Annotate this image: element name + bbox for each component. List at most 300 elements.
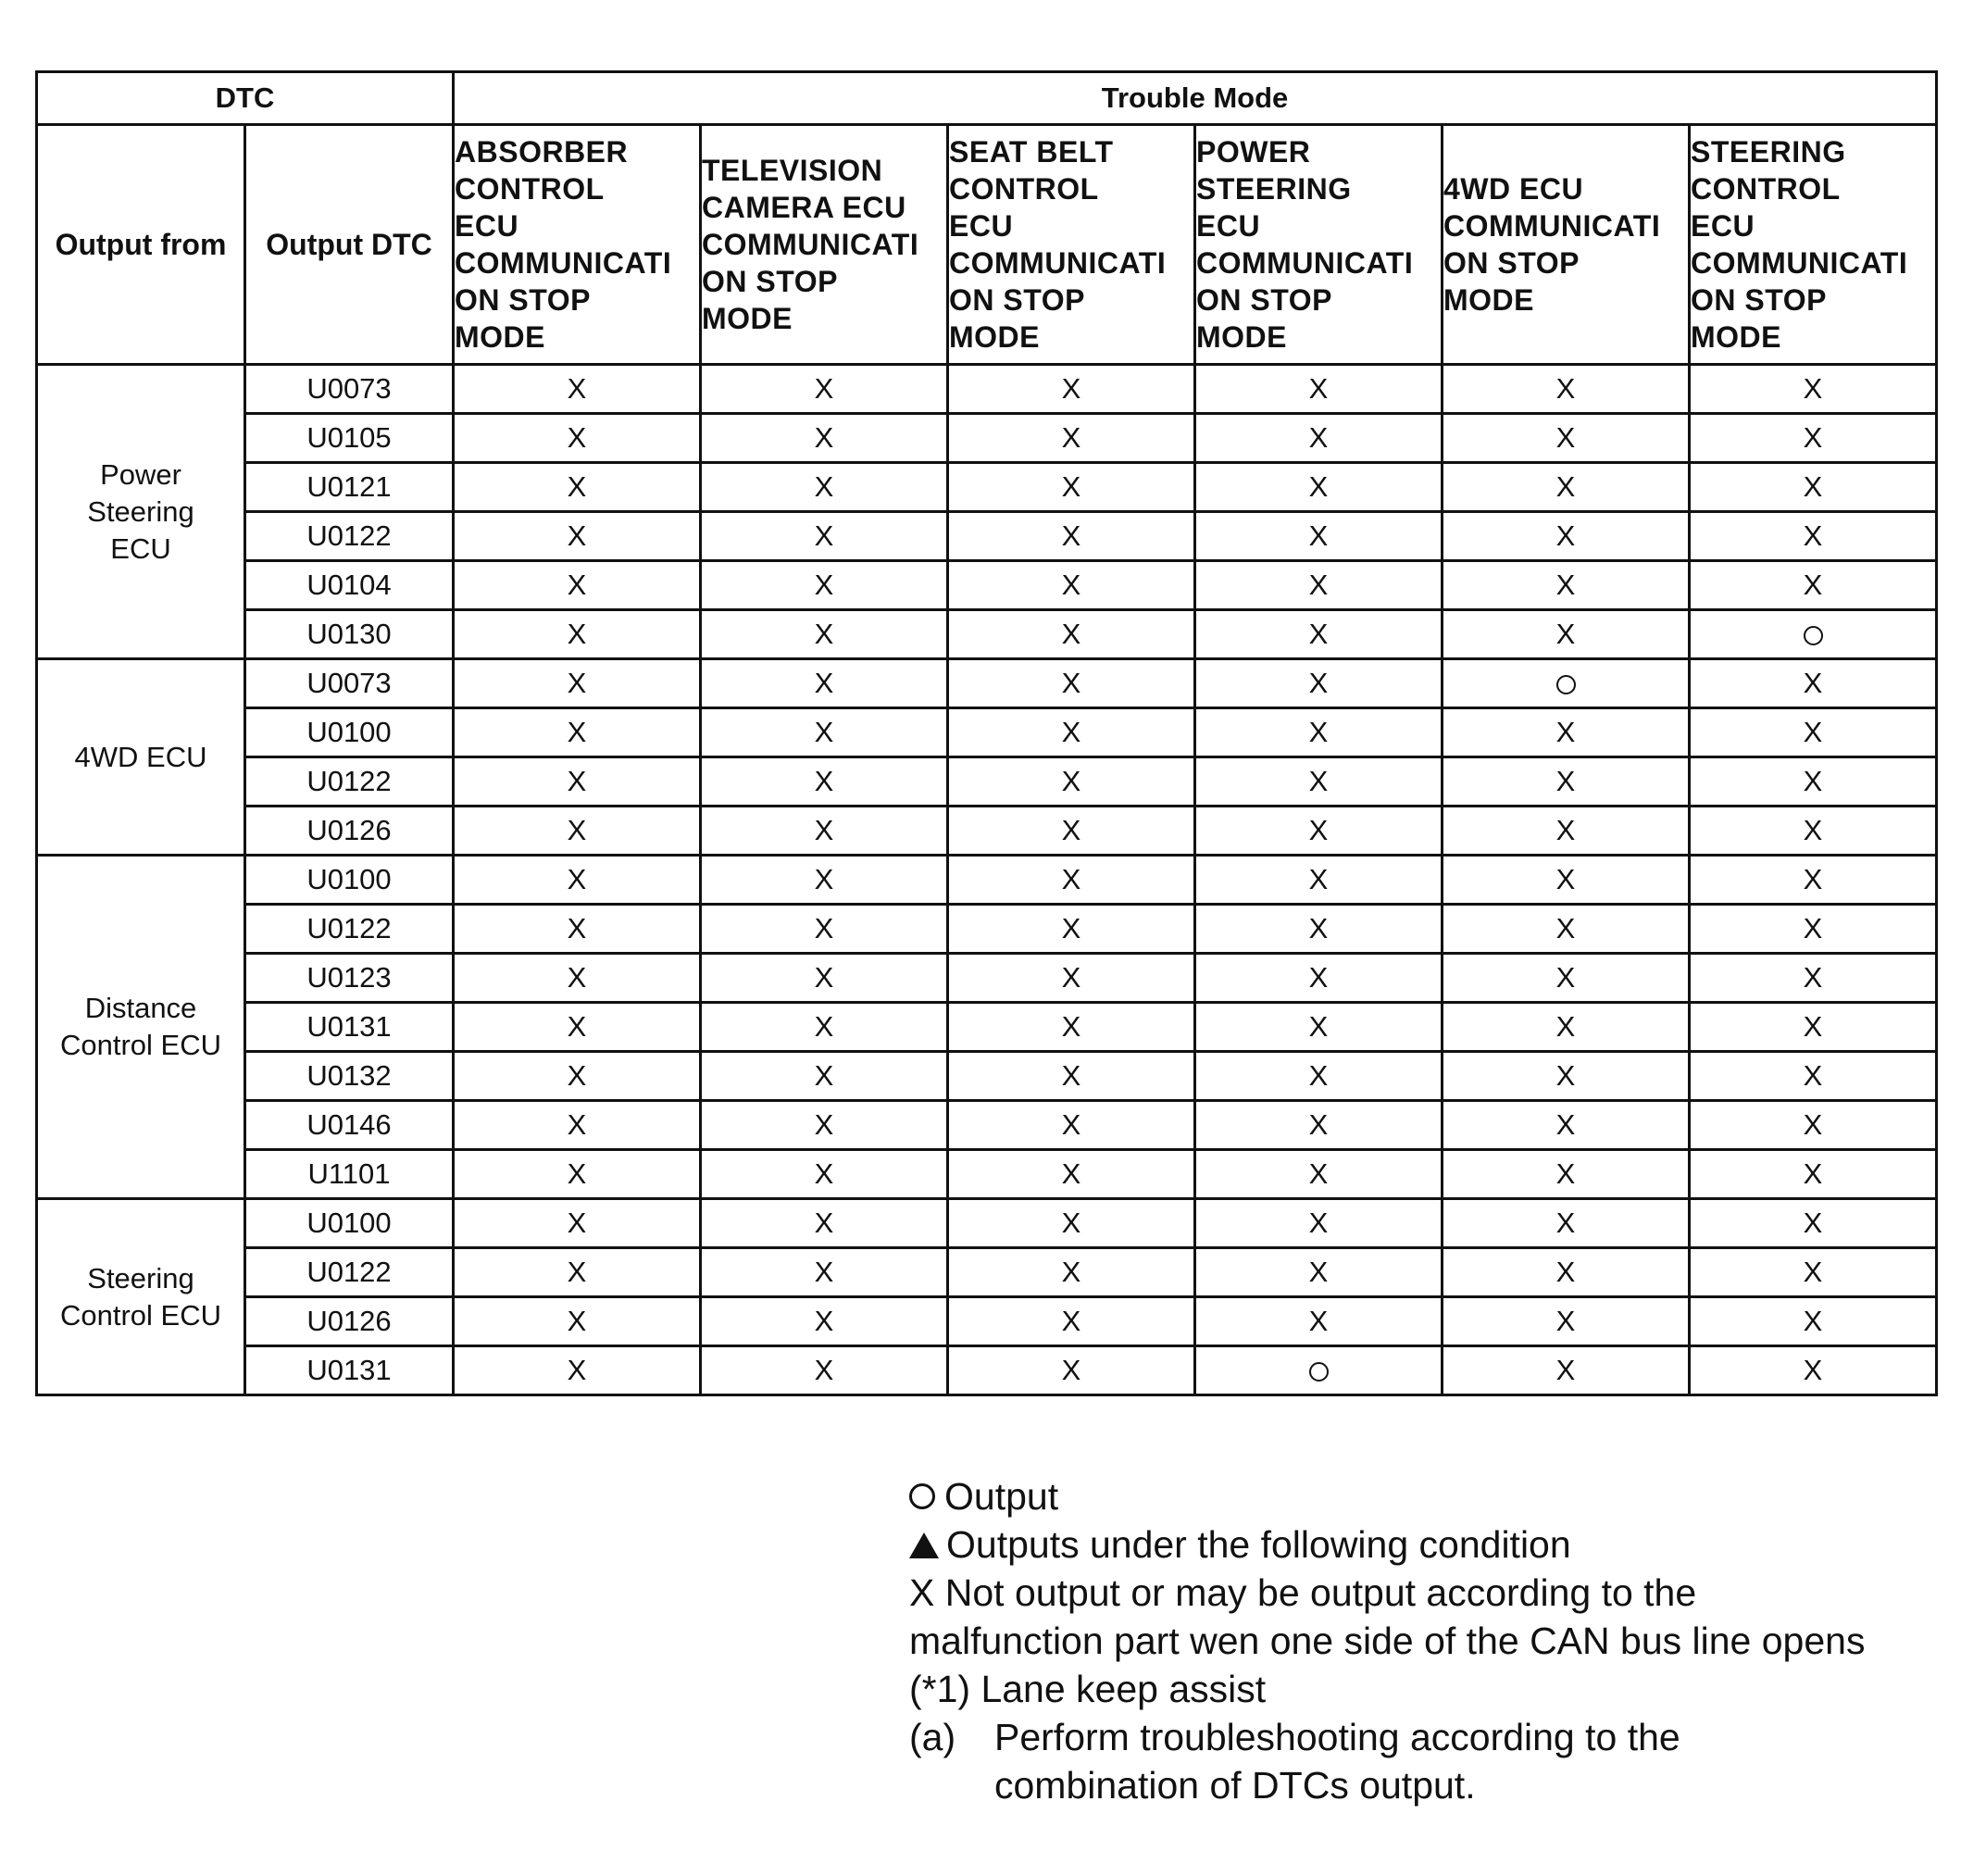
legend-footnote: (*1) Lane keep assist — [909, 1668, 1267, 1710]
mode-result-cell — [1690, 1346, 1937, 1395]
mode-result-cell — [1690, 512, 1937, 561]
mode-result-cell — [454, 561, 701, 610]
output-dtc-cell: U0100 — [245, 856, 454, 905]
mode-result-cell — [454, 1003, 701, 1052]
output-dtc-cell: U0122 — [245, 757, 454, 807]
mode-result-cell — [1443, 659, 1690, 708]
mode-result-cell — [1195, 659, 1443, 708]
not-output-mark: X — [1555, 372, 1576, 405]
table-row — [37, 561, 1937, 610]
mode-result-cell — [1690, 1150, 1937, 1199]
not-output-mark: X — [1061, 1207, 1081, 1239]
legend-not-output-line2: malfunction part wen one side of the CAN bus line opens — [909, 1620, 1866, 1662]
mode-result-cell — [1443, 1248, 1690, 1297]
not-output-mark: X — [814, 470, 834, 503]
mode-header-line: MODE — [455, 320, 545, 354]
not-output-mark: X — [567, 618, 587, 650]
table-row — [37, 708, 1937, 757]
mode-result-cell — [1443, 856, 1690, 905]
table-row — [37, 757, 1937, 807]
mode-header-line: CONTROL — [1691, 172, 1841, 206]
mode-result-cell — [948, 807, 1195, 856]
not-output-mark: X — [814, 814, 834, 846]
table-row — [37, 1248, 1937, 1297]
not-output-mark: X — [1555, 1010, 1576, 1043]
not-output-mark: X — [567, 519, 587, 552]
not-output-mark: X — [1308, 961, 1329, 994]
mode-result-cell — [701, 708, 948, 757]
mode-result-cell — [1195, 414, 1443, 463]
not-output-mark: X — [1803, 1108, 1823, 1141]
triangle-icon — [909, 1532, 939, 1558]
not-output-mark: X — [1061, 667, 1081, 699]
mode-result-cell — [454, 463, 701, 512]
not-output-mark: X — [1555, 421, 1576, 454]
mode-header-line: ECU — [1691, 209, 1755, 243]
step-text-line1: Perform troubleshooting according to the — [994, 1716, 1680, 1758]
mode-result-cell — [454, 365, 701, 414]
not-output-mark: X — [1308, 569, 1329, 601]
mode-result-cell — [1690, 708, 1937, 757]
mode-header-line: ECU — [455, 209, 519, 243]
output-circle-icon — [1309, 1362, 1329, 1382]
not-output-mark: X — [1555, 1207, 1576, 1239]
table-row — [37, 1346, 1937, 1395]
mode-result-cell — [948, 1150, 1195, 1199]
mode-result-cell — [948, 1003, 1195, 1052]
mode-result-cell — [454, 414, 701, 463]
mode-header-line: POWER — [1196, 135, 1311, 169]
not-output-mark: X — [1803, 814, 1823, 846]
not-output-mark: X — [567, 912, 587, 944]
not-output-mark: X — [567, 1354, 587, 1386]
not-output-mark: X — [1061, 1059, 1081, 1092]
not-output-mark: X — [814, 1059, 834, 1092]
mode-result-cell — [948, 1101, 1195, 1150]
mode-result-cell — [701, 954, 948, 1003]
not-output-mark: X — [1061, 1108, 1081, 1141]
not-output-mark: X — [814, 1010, 834, 1043]
dtc-header: DTC — [37, 72, 454, 125]
mode-result-cell — [1443, 1101, 1690, 1150]
table-row — [37, 1199, 1937, 1248]
mode-header-line: STEERING — [1196, 172, 1352, 206]
not-output-mark: X — [814, 667, 834, 699]
output-dtc-header: Output DTC — [245, 125, 454, 365]
mode-header-line: MODE — [1196, 320, 1287, 354]
mode-result-cell — [1443, 414, 1690, 463]
mode-result-cell — [1443, 1150, 1690, 1199]
mode-result-cell — [1195, 1248, 1443, 1297]
not-output-mark: X — [1555, 961, 1576, 994]
not-output-mark: X — [1308, 470, 1329, 503]
mode-result-cell — [701, 1101, 948, 1150]
output-dtc-cell: U1101 — [245, 1150, 454, 1199]
table-row — [37, 905, 1937, 954]
mode-result-cell — [948, 1346, 1195, 1395]
table-row — [37, 610, 1937, 659]
mode-result-cell — [1195, 905, 1443, 954]
not-output-mark: X — [814, 863, 834, 895]
mode-result-cell — [1443, 954, 1690, 1003]
not-output-mark: X — [1803, 765, 1823, 797]
not-output-mark: X — [1308, 519, 1329, 552]
output-from-header: Output from — [37, 125, 245, 365]
not-output-mark: X — [814, 1305, 834, 1337]
mode-result-cell — [701, 1297, 948, 1346]
mode-header-line: ABSORBER — [455, 135, 629, 169]
not-output-mark: X — [1061, 569, 1081, 601]
not-output-mark: X — [567, 814, 587, 846]
not-output-mark: X — [1555, 863, 1576, 895]
output-from-line: Power — [100, 457, 181, 491]
not-output-mark: X — [1308, 618, 1329, 650]
mode-header-line: ECU — [1196, 209, 1261, 243]
mode-header-0 — [454, 125, 701, 365]
not-output-mark: X — [567, 961, 587, 994]
mode-result-cell — [454, 1101, 701, 1150]
output-dtc-cell: U0126 — [245, 807, 454, 856]
mode-result-cell — [948, 708, 1195, 757]
mode-result-cell — [701, 463, 948, 512]
mode-result-cell — [1690, 807, 1937, 856]
not-output-mark: X — [814, 912, 834, 944]
not-output-mark: X — [567, 470, 587, 503]
output-from-line: Control ECU — [60, 1029, 221, 1061]
mode-result-cell — [1443, 1199, 1690, 1248]
mode-result-cell — [701, 807, 948, 856]
mode-header-line: CONTROL — [949, 172, 1099, 206]
output-dtc-cell: U0121 — [245, 463, 454, 512]
mode-result-cell — [1443, 365, 1690, 414]
mode-result-cell — [701, 1248, 948, 1297]
mode-result-cell — [1195, 512, 1443, 561]
mode-result-cell — [454, 1346, 701, 1395]
mode-header-line: MODE — [949, 320, 1040, 354]
not-output-mark: X — [1555, 470, 1576, 503]
table-row — [37, 1297, 1937, 1346]
mode-result-cell — [701, 856, 948, 905]
not-output-mark: X — [1308, 814, 1329, 846]
not-output-mark: X — [1061, 372, 1081, 405]
mode-result-cell — [1443, 757, 1690, 807]
output-dtc-cell: U0130 — [245, 610, 454, 659]
mode-result-cell — [701, 1199, 948, 1248]
mode-header-4 — [1443, 125, 1690, 365]
not-output-mark: X — [814, 618, 834, 650]
not-output-mark: X — [1803, 421, 1823, 454]
mode-header-line: MODE — [1691, 320, 1781, 354]
mode-result-cell — [454, 1248, 701, 1297]
not-output-mark: X — [1555, 814, 1576, 846]
mode-result-cell — [454, 954, 701, 1003]
mode-result-cell — [1195, 1150, 1443, 1199]
not-output-mark: X — [1555, 765, 1576, 797]
not-output-mark: X — [567, 1157, 587, 1190]
not-output-mark: X — [1061, 961, 1081, 994]
mode-result-cell — [1443, 512, 1690, 561]
mode-result-cell — [948, 659, 1195, 708]
legend-output-label: Output — [944, 1475, 1059, 1518]
mode-header-line: ON STOP — [949, 283, 1085, 317]
mode-result-cell — [1195, 1003, 1443, 1052]
mode-result-cell — [454, 1052, 701, 1101]
table-row — [37, 659, 1937, 708]
output-dtc-cell: U0146 — [245, 1101, 454, 1150]
not-output-mark: X — [1061, 716, 1081, 748]
not-output-mark: X — [1061, 519, 1081, 552]
mode-result-cell — [1443, 561, 1690, 610]
mode-result-cell — [1195, 757, 1443, 807]
mode-result-cell — [1690, 1052, 1937, 1101]
not-output-mark: X — [567, 421, 587, 454]
not-output-mark: X — [1803, 961, 1823, 994]
mode-result-cell — [1195, 561, 1443, 610]
mode-header-line: CAMERA ECU — [702, 191, 906, 224]
output-from-cell — [37, 856, 245, 1199]
table-row — [37, 856, 1937, 905]
not-output-mark: X — [1555, 912, 1576, 944]
mode-result-cell — [948, 1297, 1195, 1346]
mode-header-line: MODE — [702, 302, 793, 335]
output-dtc-cell: U0126 — [245, 1297, 454, 1346]
mode-result-cell — [948, 610, 1195, 659]
mode-result-cell — [701, 365, 948, 414]
output-dtc-cell: U0131 — [245, 1003, 454, 1052]
not-output-mark: X — [814, 765, 834, 797]
output-dtc-cell: U0105 — [245, 414, 454, 463]
not-output-mark: X — [1803, 863, 1823, 895]
not-output-mark: X — [1308, 863, 1329, 895]
not-output-mark: X — [567, 1207, 587, 1239]
mode-header-line: COMMUNICATI — [1691, 246, 1908, 280]
output-dtc-cell: U0123 — [245, 954, 454, 1003]
output-dtc-cell: U0122 — [245, 905, 454, 954]
not-output-mark: X — [1308, 912, 1329, 944]
mode-result-cell — [454, 905, 701, 954]
output-dtc-cell: U0073 — [245, 365, 454, 414]
not-output-mark: X — [1308, 1108, 1329, 1141]
mode-header-line: TELEVISION — [702, 154, 883, 187]
mode-result-cell — [1443, 708, 1690, 757]
not-output-mark: X — [567, 863, 587, 895]
not-output-mark: X — [1803, 569, 1823, 601]
mode-header-line: 4WD ECU — [1443, 172, 1584, 206]
mode-result-cell — [1195, 708, 1443, 757]
mode-result-cell — [1443, 1003, 1690, 1052]
output-dtc-cell: U0122 — [245, 512, 454, 561]
not-output-mark: X — [1803, 372, 1823, 405]
output-from-cell — [37, 659, 245, 856]
mode-result-cell — [1690, 561, 1937, 610]
table-row — [37, 463, 1937, 512]
mode-result-cell — [1443, 905, 1690, 954]
not-output-mark: X — [1803, 519, 1823, 552]
procedure-step — [909, 1713, 1937, 1809]
mode-result-cell — [1690, 463, 1937, 512]
mode-result-cell — [701, 561, 948, 610]
mode-result-cell — [454, 1297, 701, 1346]
not-output-mark: X — [814, 1108, 834, 1141]
mode-result-cell — [701, 659, 948, 708]
not-output-mark: X — [1308, 1059, 1329, 1092]
not-output-mark: X — [1803, 1059, 1823, 1092]
legend-not-output-line1: Not output or may be output according to the — [944, 1571, 1697, 1614]
mode-header-line: ON STOP — [702, 265, 838, 298]
not-output-mark: X — [567, 1010, 587, 1043]
mode-result-cell — [1443, 1052, 1690, 1101]
mode-result-cell — [701, 757, 948, 807]
mode-header-line: ON STOP — [455, 283, 591, 317]
legend — [909, 1472, 1937, 1809]
not-output-mark: X — [1061, 1010, 1081, 1043]
mode-result-cell — [1195, 807, 1443, 856]
not-output-mark: X — [1061, 421, 1081, 454]
mode-header-5 — [1690, 125, 1937, 365]
table-row — [37, 954, 1937, 1003]
mode-header-line: COMMUNICATI — [1443, 209, 1661, 243]
not-output-mark: X — [814, 1207, 834, 1239]
output-dtc-cell: U0073 — [245, 659, 454, 708]
mode-result-cell — [1443, 463, 1690, 512]
not-output-mark: X — [567, 1108, 587, 1141]
dtc-trouble-mode-table — [35, 70, 1938, 1396]
trouble-mode-header: Trouble Mode — [454, 72, 1937, 125]
output-circle-icon — [1804, 626, 1823, 645]
mode-header-line: ON STOP — [1196, 283, 1332, 317]
mode-result-cell — [948, 1052, 1195, 1101]
not-output-mark: X — [1555, 716, 1576, 748]
step-text-line2: combination of DTCs output. — [994, 1764, 1476, 1807]
mode-result-cell — [1690, 757, 1937, 807]
mode-result-cell — [454, 610, 701, 659]
not-output-mark: X — [567, 1059, 587, 1092]
not-output-mark: X — [1803, 912, 1823, 944]
mode-result-cell — [454, 659, 701, 708]
not-output-mark: X — [814, 1256, 834, 1288]
not-output-mark: X — [814, 1354, 834, 1386]
not-output-mark: X — [1555, 1256, 1576, 1288]
mode-header-line: COMMUNICATI — [455, 246, 672, 280]
mode-result-cell — [948, 1248, 1195, 1297]
output-from-line: Steering — [87, 1261, 194, 1294]
mode-result-cell — [1195, 856, 1443, 905]
output-from-line: ECU — [110, 532, 171, 565]
not-output-mark: X — [567, 569, 587, 601]
mode-result-cell — [1443, 1297, 1690, 1346]
not-output-mark: X — [1308, 1305, 1329, 1337]
mode-result-cell — [1690, 1297, 1937, 1346]
mode-result-cell — [1690, 1248, 1937, 1297]
not-output-mark: X — [1555, 618, 1576, 650]
not-output-mark: X — [814, 569, 834, 601]
not-output-mark: X — [1061, 863, 1081, 895]
mode-result-cell — [1195, 1199, 1443, 1248]
output-from-cell — [37, 1199, 245, 1395]
not-output-mark: X — [814, 421, 834, 454]
mode-result-cell — [1195, 954, 1443, 1003]
mode-result-cell — [1690, 954, 1937, 1003]
mode-result-cell — [454, 1199, 701, 1248]
output-from-line: Distance — [84, 992, 197, 1024]
not-output-mark: X — [1803, 716, 1823, 748]
mode-result-cell — [948, 561, 1195, 610]
not-output-mark: X — [1803, 1305, 1823, 1337]
not-output-mark: X — [1308, 1010, 1329, 1043]
not-output-mark: X — [1555, 1108, 1576, 1141]
mode-result-cell — [1195, 1052, 1443, 1101]
mode-header-line: STEERING — [1691, 135, 1846, 169]
output-dtc-cell: U0131 — [245, 1346, 454, 1395]
mode-result-cell — [948, 954, 1195, 1003]
output-from-cell — [37, 365, 245, 659]
table-row — [37, 1052, 1937, 1101]
mode-result-cell — [1690, 905, 1937, 954]
mode-header-line: COMMUNICATI — [949, 246, 1167, 280]
mode-result-cell — [1690, 659, 1937, 708]
not-output-mark: X — [1803, 470, 1823, 503]
not-output-mark: X — [567, 765, 587, 797]
mode-result-cell — [1690, 856, 1937, 905]
mode-result-cell — [1195, 1101, 1443, 1150]
mode-header-1 — [701, 125, 948, 365]
mode-result-cell — [948, 463, 1195, 512]
mode-result-cell — [701, 610, 948, 659]
mode-result-cell — [1690, 414, 1937, 463]
output-from-line: Steering — [87, 494, 194, 528]
legend-output — [909, 1472, 1937, 1520]
not-output-mark: X — [814, 961, 834, 994]
mode-result-cell — [454, 512, 701, 561]
table-row — [37, 807, 1937, 856]
mode-result-cell — [948, 414, 1195, 463]
not-output-mark: X — [1061, 912, 1081, 944]
not-output-mark: X — [1061, 1157, 1081, 1190]
not-output-mark: X — [567, 1305, 587, 1337]
not-output-mark: X — [1308, 1256, 1329, 1288]
not-output-mark: X — [814, 716, 834, 748]
not-output-mark: X — [1803, 1354, 1823, 1386]
not-output-mark: X — [1555, 1305, 1576, 1337]
mode-header-line: ON STOP — [1443, 246, 1580, 280]
not-output-mark: X — [1803, 1157, 1823, 1190]
table-row — [37, 512, 1937, 561]
mode-header-2 — [948, 125, 1195, 365]
mode-result-cell — [1443, 807, 1690, 856]
mode-result-cell — [1195, 1297, 1443, 1346]
mode-result-cell — [1690, 1199, 1937, 1248]
step-text — [994, 1713, 1680, 1809]
not-output-mark: X — [1061, 1305, 1081, 1337]
mode-result-cell — [454, 856, 701, 905]
mode-result-cell — [948, 856, 1195, 905]
circle-icon — [909, 1483, 935, 1509]
step-label: (a) — [909, 1716, 956, 1758]
not-output-mark: X — [1308, 765, 1329, 797]
output-circle-icon — [1556, 675, 1576, 694]
mode-result-cell — [948, 757, 1195, 807]
mode-header-line: COMMUNICATI — [702, 228, 919, 261]
mode-result-cell — [1443, 1346, 1690, 1395]
not-output-mark: X — [814, 1157, 834, 1190]
mode-result-cell — [701, 1052, 948, 1101]
mode-header-line: COMMUNICATI — [1196, 246, 1414, 280]
not-output-mark: X — [1555, 1059, 1576, 1092]
mode-result-cell — [454, 708, 701, 757]
mode-result-cell — [701, 1346, 948, 1395]
mode-result-cell — [454, 807, 701, 856]
not-output-mark: X — [1803, 1207, 1823, 1239]
